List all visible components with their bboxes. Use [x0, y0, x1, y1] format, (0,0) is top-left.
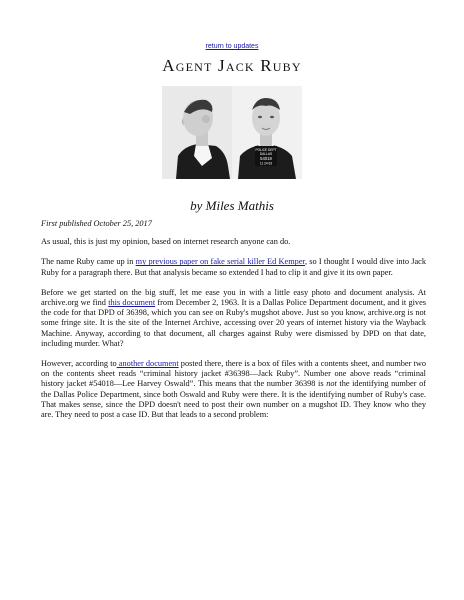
another-document-link[interactable]: another document	[116, 359, 179, 369]
paragraph-3-text-b: posted there, there is a box of files with a contents sheet, and number two on the contents sheet reads “criminal history jacket #36398—Jack Ruby”. Number one above reads “criminal history jacket #54018—Lee Harvey Oswald”. This means that the number 36398 is	[41, 359, 426, 389]
paragraph-2-text-a: Before we get started on the big stuff, let me ease you in with a little easy photo and document analysis. At archive.org we find	[41, 287, 426, 308]
previous-paper-link[interactable]: my previous paper on fake serial killer Ed Kemper	[135, 257, 305, 267]
byline: by Miles Mathis	[190, 198, 274, 213]
paragraph-3-text-c: the identifying number of the Dallas Police Department, since both Oswald and Ruby were there. It is the identifying number of Ruby's case. That makes sense, since the DPD doesn't need to post their own number on a mugshot ID. They know who they are. They need to post a case ID. But that leads to a second problem:	[41, 379, 426, 420]
paragraph-2-text-b: from December 2, 1963. It is a Dallas Police Department document, and it gives the code for that DPD of 36398, which you can see on Ruby's mugshot above. Just so you know, archive.org is not some fringe site. It is the site of the Internet Archive, accessing over 20 years of internet history via the Wayback Machine. Anyway, according to that document, all charges against Ruby were dismissed by DPD on that date, including murder. What?	[41, 298, 426, 348]
mugshot-illustration	[162, 86, 302, 179]
paragraph-3-text-a: However, according to	[41, 359, 117, 369]
page-title: Agent Jack Ruby	[162, 56, 302, 75]
this-document-link[interactable]: this document	[108, 298, 156, 308]
placard-line-4: 11 24 63	[259, 161, 273, 166]
placard-line-3: 54018	[260, 156, 272, 161]
paragraph-1-text-b: , so I thought I would dive into Jack Ruby for a paragraph there. But that analysis became so extended I had to clip it and give it its own paper.	[41, 257, 427, 277]
article-body	[41, 219, 426, 430]
mugshot-image	[162, 86, 302, 179]
paragraph-1-text-a: The name Ruby came up in	[41, 257, 136, 267]
paragraph-2	[41, 288, 426, 349]
placard-line-1: POLICE DEPT	[255, 148, 277, 152]
paragraph-1	[41, 257, 426, 277]
publication-date: First published October 25, 2017	[41, 219, 152, 228]
paragraph-3-emphasis: not	[326, 379, 337, 389]
paragraph-3	[41, 359, 426, 420]
nav-bar	[0, 43, 464, 50]
intro-paragraph: As usual, this is just my opinion, based on internet research anyone can do.	[41, 237, 291, 247]
return-to-updates-link[interactable]: return to updates	[205, 43, 259, 50]
placard-line-2: DALLAS	[259, 152, 273, 156]
